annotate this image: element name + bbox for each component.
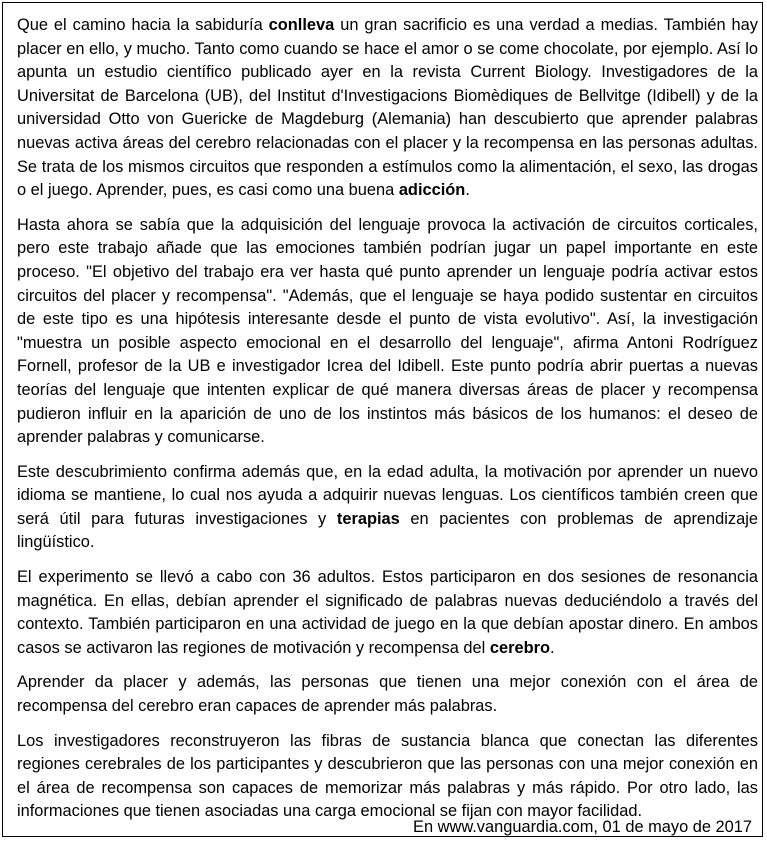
- text-frame: [2, 2, 763, 837]
- paragraph-6: Los investigadores reconstruyeron las fibras de sustancia blanca que conectan las diferentes regiones cerebrales de los participantes y descubrieron que las personas con una mejor conexión en el área de recompensa son capaces de memorizar más palabras y más rápido. Por otro lado, las informaciones que tienen asociadas una carga emocional se fijan con mayor facilidad.: [17, 731, 758, 821]
- p3-text-c: en pacientes con problemas de aprendizaje lingüístico.: [17, 509, 758, 552]
- paragraph-2: Hasta ahora se sabía que la adquisición del lenguaje provoca la activación de circuitos corticales, pero este trabajo añade que las emociones también podrían jugar un papel importante en este proceso. "El objetivo del trabajo era ver hasta qué punto aprender un lenguaje podría activar estos circuitos del placer y recompensa". "Además, que el lenguaje se haya podido sustentar en circuitos de este tipo es una hipótesis interesante desde el punto de vista evolutivo". Así, la investigación "muestra un posible aspecto emocional en el desarrollo del lenguaje", afirma Antoni Rodríguez Fornell, profesor de la UB e investigador Icrea del Idibell. Este punto podría abrir puertas a nuevas teorías del lenguaje que intenten explicar de qué manera diversas áreas de placer y recompensa pudieron influir en la aparición de uno de los instintos más básicos de los humanos: el deseo de aprender palabras y comunicarse.: [17, 215, 758, 447]
- p3-text-a: Este descubrimiento confirma además que, en la edad adulta, la motivación por aprender un nuevo idioma se mantiene, lo cual nos ayuda a adquirir nuevas lenguas. Los científicos también creen que será útil para futuras investigaciones y: [17, 462, 758, 528]
- p4-text-a: El experimento se llevó a cabo con 36 adultos. Estos participaron en dos sesiones de resonancia magnética. En ellas, debían aprender el significado de palabras nuevas deduciéndolo a través del contexto. También participaron en una actividad de juego en la que debían apostar dinero. En ambos casos se activaron las regiones de motivación y recompensa del: [17, 568, 758, 657]
- keyword-conlleva: conlleva: [268, 16, 335, 34]
- paragraph-1: [17, 14, 758, 203]
- article-body: [17, 14, 758, 835]
- keyword-terapias: terapias: [336, 509, 400, 528]
- keyword-adiccion: adicción: [398, 181, 466, 200]
- p1-text-a: Que el camino hacia la sabiduría: [17, 16, 269, 34]
- keyword-cerebro: cerebro: [489, 638, 550, 657]
- p4-text-c: .: [549, 638, 555, 657]
- p1-text-c: un gran sacrificio es una verdad a medias. También hay placer en ello, y mucho. Tanto como cuando se hace el amor o se come chocolate, por ejemplo. Así lo apunta un estudio científico publicado ayer en la revista Current Biology. Investigadores de la Universitat de Barcelona (UB), del Institut d'Investigacions Biomèdiques de Bellvitge (Idibell) y de la universidad Otto von Guericke de Magdeburg (Alemania) han descubierto que aprender palabras nuevas activa áreas del cerebro relacionadas con el placer y la recompensa en las personas adultas. Se trata de los mismos circuitos que responden a estímulos como la alimentación, el sexo, las drogas o el juego. Aprender, pues, es casi como una buena: [17, 16, 758, 200]
- p1-text-e: .: [465, 181, 470, 200]
- paragraph-3: [17, 461, 758, 555]
- paragraph-5: Aprender da placer y además, las personas que tienen una mejor conexión con el área de recompensa del cerebro eran capaces de aprender más palabras.: [17, 673, 758, 716]
- source-citation: En www.vanguardia.com, 01 de mayo de 2017: [413, 818, 752, 836]
- paragraph-4: [17, 566, 758, 660]
